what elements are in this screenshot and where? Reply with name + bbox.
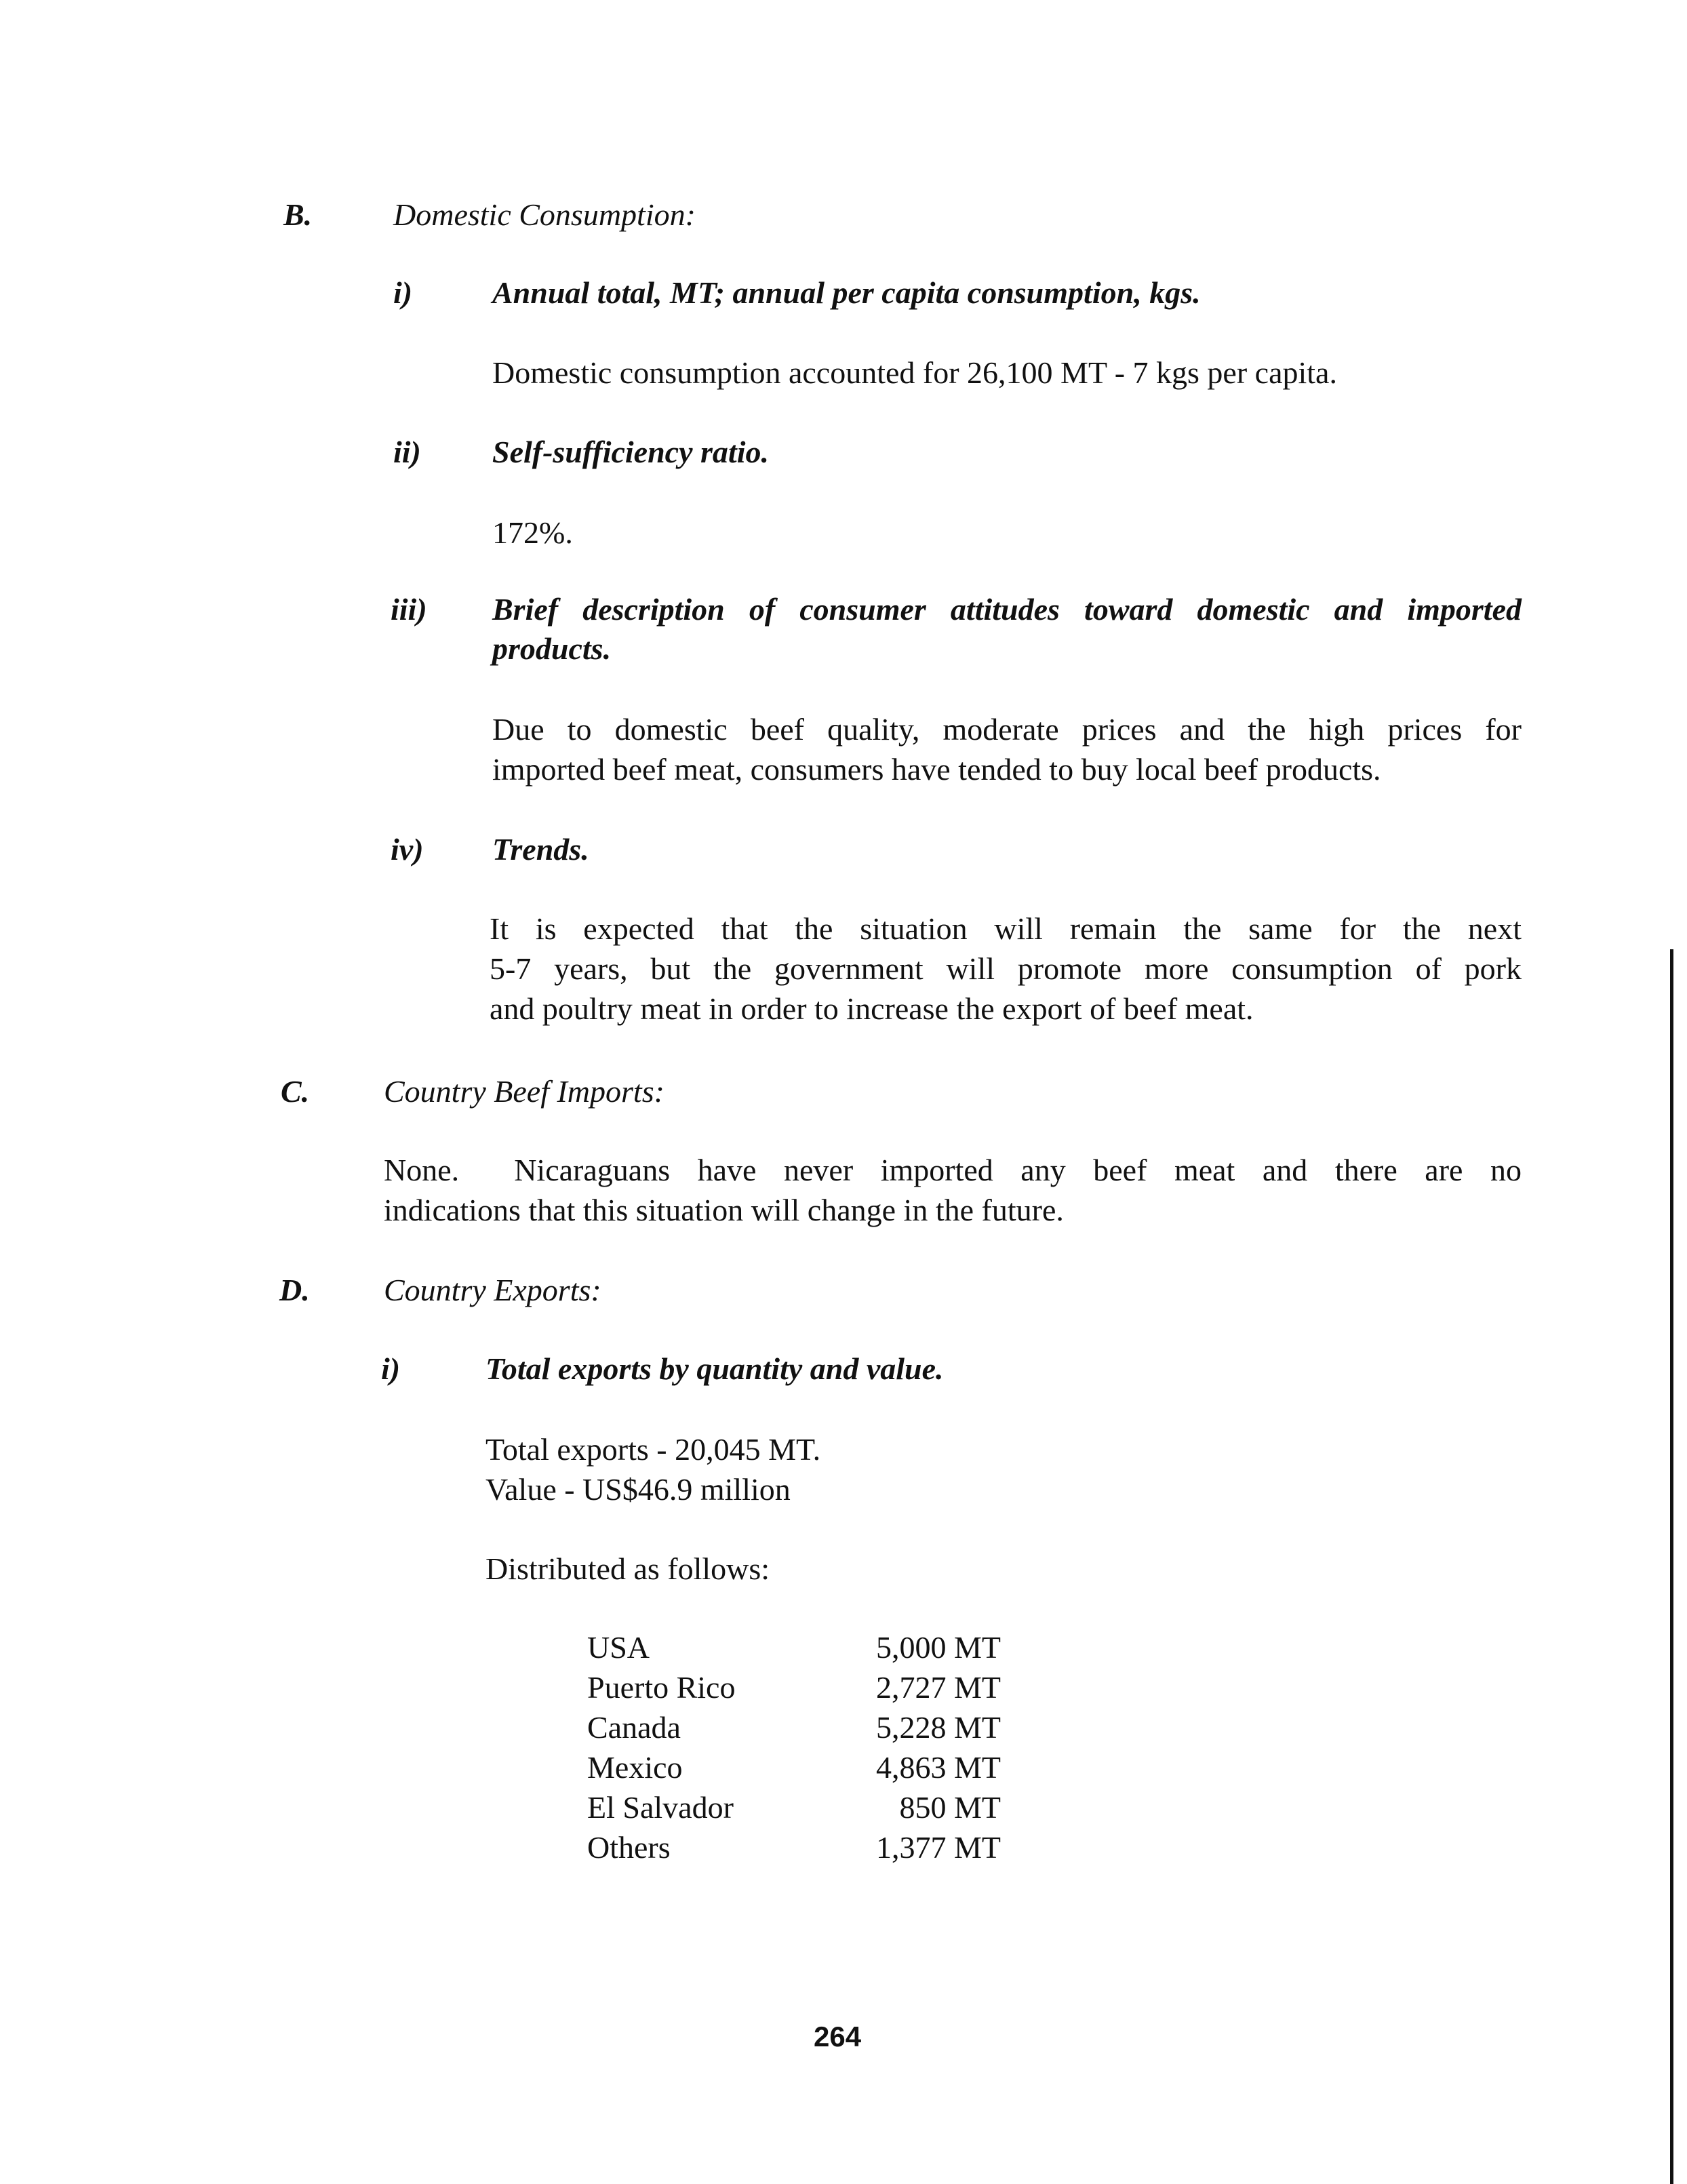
table-row — [587, 1787, 1001, 1827]
scan-edge-line — [1670, 949, 1673, 2184]
quantity-cell: 5,228 MT — [876, 1710, 1001, 1745]
item-d-i-heading: Total exports by quantity and value. — [485, 1351, 944, 1386]
item-b-i-number: i) — [393, 275, 413, 310]
country-cell: Others — [587, 1830, 671, 1865]
country-cell: Puerto Rico — [587, 1670, 736, 1705]
item-b-iii-number: iii) — [391, 592, 427, 627]
item-b-iii-body-line2: imported beef meat, consumers have tended to buy local beef products. — [492, 752, 1381, 787]
export-distribution-table — [587, 1627, 1001, 1867]
country-cell: Mexico — [587, 1750, 683, 1785]
item-b-iii-heading-line2: products. — [492, 631, 612, 666]
item-b-iv-body-line3: and poultry meat in order to increase the export of beef meat. — [490, 991, 1254, 1026]
item-b-iv-number: iv) — [391, 832, 424, 867]
table-row — [587, 1827, 1001, 1867]
item-b-ii-body: 172%. — [492, 515, 573, 550]
country-cell: El Salvador — [587, 1790, 734, 1825]
country-cell: USA — [587, 1630, 650, 1665]
section-c-letter: C. — [281, 1074, 310, 1109]
item-b-iii-body-line1: Due to domestic beef quality, moderate prices and the high prices for — [492, 712, 1522, 747]
total-exports-line: Total exports - 20,045 MT. — [485, 1432, 821, 1467]
item-b-iv-body-line1: It is expected that the situation will remain the same for the next — [490, 911, 1522, 946]
quantity-cell: 4,863 MT — [876, 1750, 1001, 1785]
item-b-iv-heading: Trends. — [492, 832, 589, 867]
item-b-ii-number: ii) — [393, 435, 421, 469]
export-value-line: Value - US$46.9 million — [485, 1472, 791, 1507]
quantity-cell: 5,000 MT — [876, 1630, 1001, 1665]
table-row — [587, 1627, 1001, 1667]
item-b-ii-heading: Self-sufficiency ratio. — [492, 435, 769, 469]
item-b-iv-body-line2: 5-7 years, but the government will promote more consumption of pork — [490, 951, 1522, 986]
table-row — [587, 1747, 1001, 1787]
item-b-i-body: Domestic consumption accounted for 26,100 MT - 7 kgs per capita. — [492, 355, 1337, 390]
section-d-letter: D. — [279, 1273, 310, 1307]
item-b-iii-heading-line1: Brief description of consumer attitudes toward domestic and imported — [492, 592, 1522, 627]
quantity-cell: 2,727 MT — [876, 1670, 1001, 1705]
table-row — [587, 1707, 1001, 1747]
quantity-cell: 850 MT — [899, 1790, 1001, 1825]
table-row — [587, 1667, 1001, 1707]
item-d-i-number: i) — [381, 1351, 401, 1386]
section-d-title: Country Exports: — [384, 1273, 601, 1307]
page-number: 264 — [814, 2021, 862, 2052]
section-b-letter: B. — [283, 197, 313, 232]
section-b-title: Domestic Consumption: — [393, 197, 696, 232]
item-b-i-heading: Annual total, MT; annual per capita consumption, kgs. — [492, 275, 1201, 310]
section-c-body-line1: None. Nicaraguans have never imported any beef meat and there are no — [384, 1153, 1522, 1187]
section-c-title: Country Beef Imports: — [384, 1074, 664, 1109]
section-c-body-line2: indications that this situation will change in the future. — [384, 1193, 1064, 1227]
quantity-cell: 1,377 MT — [876, 1830, 1001, 1865]
distributed-label: Distributed as follows: — [485, 1551, 770, 1586]
country-cell: Canada — [587, 1710, 681, 1745]
